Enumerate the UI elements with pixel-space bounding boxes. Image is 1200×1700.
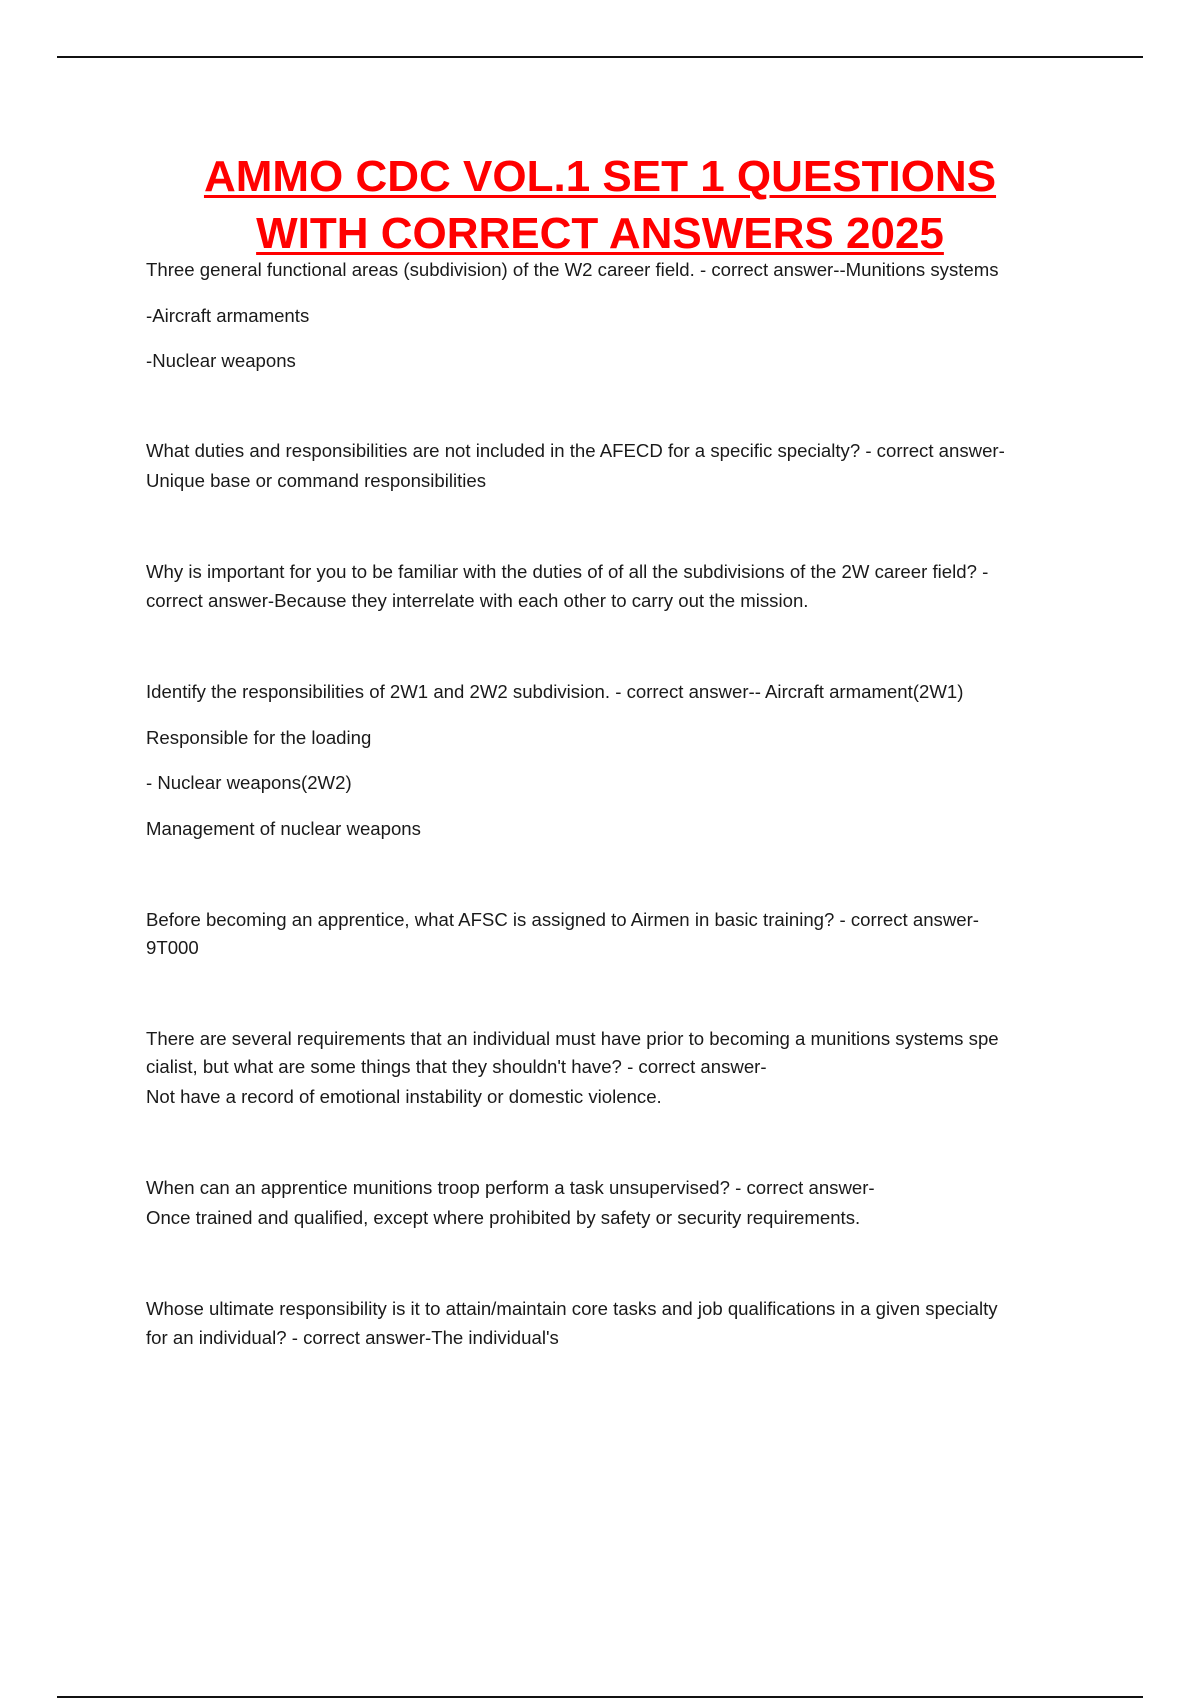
- q3-question: Why is important for you to be familiar with the duties of of all the subdivisions of the 2W career field? -: [146, 561, 989, 582]
- q7-question: When can an apprentice munitions troop perform a task unsupervised? - correct answer-: [146, 1177, 875, 1198]
- q3-answer: correct answer-Because they interrelate with each other to carry out the mission.: [146, 590, 809, 611]
- q6-question-line-1: There are several requirements that an individual must have prior to becoming a munitions systems spe: [146, 1028, 999, 1049]
- q6-question-line-2: cialist, but what are some things that they shouldn't have? - correct answer-: [146, 1056, 767, 1077]
- top-rule: [57, 56, 1143, 58]
- q6-answer: Not have a record of emotional instability or domestic violence.: [146, 1086, 662, 1107]
- q1-answer-item-2: -Nuclear weapons: [146, 350, 296, 371]
- bottom-rule: [57, 1696, 1143, 1698]
- q2-answer: Unique base or command responsibilities: [146, 470, 487, 491]
- q2-question: What duties and responsibilities are not included in the AFECD for a specific specialty? - correct answer-: [146, 440, 1005, 461]
- q1-question: Three general functional areas (subdivision) of the W2 career field. - correct answer--Munitions systems: [146, 259, 999, 280]
- q5-question: Before becoming an apprentice, what AFSC is assigned to Airmen in basic training? - correct answer-: [146, 909, 979, 930]
- document-title: [0, 148, 1200, 262]
- q4-answer-item-3: Management of nuclear weapons: [146, 818, 421, 839]
- q8-question: Whose ultimate responsibility is it to attain/maintain core tasks and job qualifications in a given specialty: [146, 1298, 998, 1319]
- q5-answer: 9T000: [146, 937, 199, 958]
- q4-answer-item-1: Responsible for the loading: [146, 727, 372, 748]
- q1-answer-item-1: -Aircraft armaments: [146, 305, 310, 326]
- q7-answer: Once trained and qualified, except where prohibited by safety or security requirements.: [146, 1207, 861, 1228]
- q4-question: Identify the responsibilities of 2W1 and 2W2 subdivision. - correct answer-- Aircraft armament(2W1): [146, 681, 964, 702]
- title-line-2: WITH CORRECT ANSWERS 2025: [256, 209, 944, 258]
- q4-answer-item-2: - Nuclear weapons(2W2): [146, 772, 352, 793]
- title-line-1: AMMO CDC VOL.1 SET 1 QUESTIONS: [203, 152, 997, 201]
- q8-answer: for an individual? - correct answer-The individual's: [146, 1327, 559, 1348]
